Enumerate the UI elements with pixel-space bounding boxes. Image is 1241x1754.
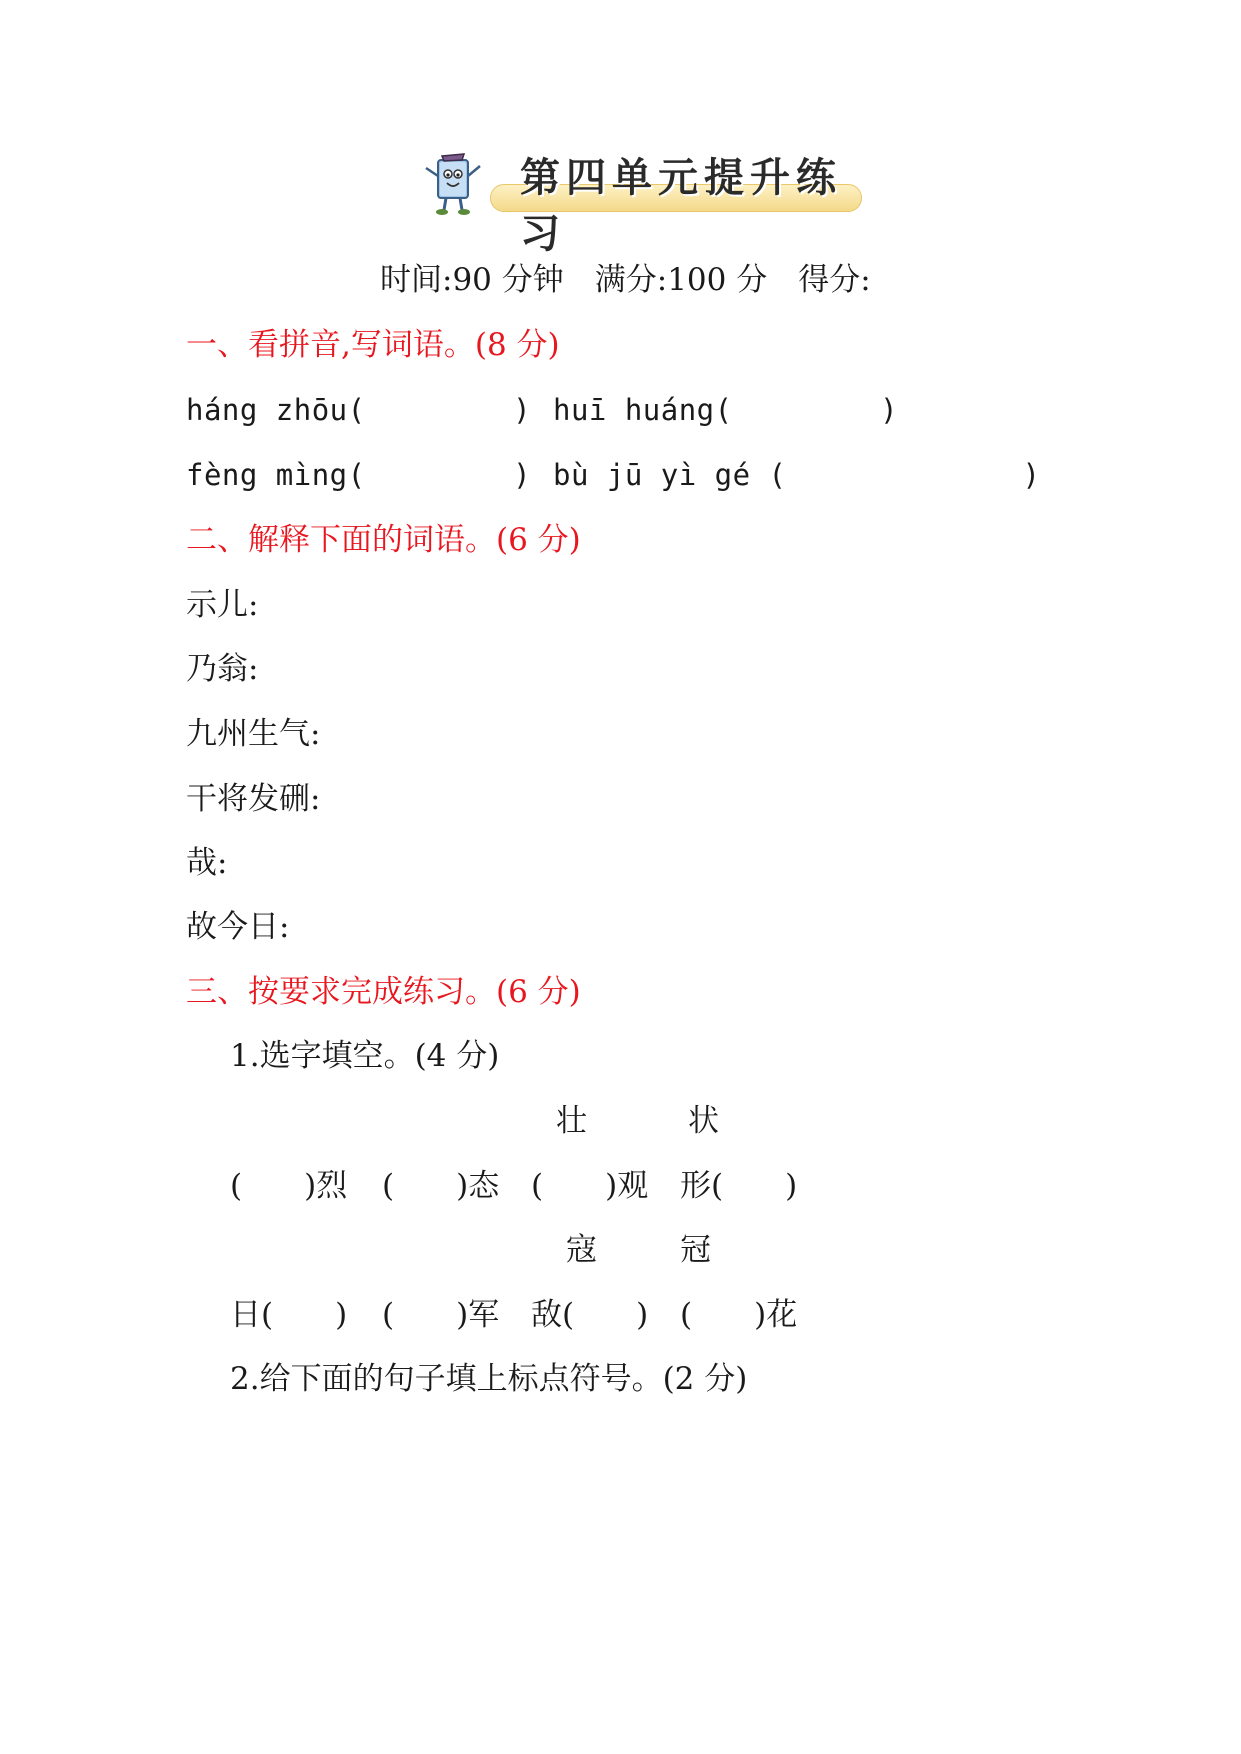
question-2: 2.给下面的句子填上标点符号。(2 分)	[230, 1361, 748, 1397]
choice-char: 寇	[566, 1232, 597, 1268]
choice-char: 壮	[556, 1103, 587, 1139]
exam-meta: 时间:90 分钟 满分:100 分 得分:	[380, 262, 871, 298]
word-item: 九州生气:	[186, 716, 321, 752]
section1-heading: 一、看拼音,写词语。(8 分)	[186, 327, 560, 363]
fill-blank: ( )态	[382, 1168, 500, 1204]
fill-blank: ( )军	[382, 1297, 500, 1333]
choice-char: 状	[688, 1103, 719, 1139]
title-banner	[490, 150, 866, 257]
fill-blank: ( )烈	[230, 1168, 348, 1204]
word-item: 乃翁:	[186, 651, 259, 687]
fill-blank: ( )观	[531, 1168, 649, 1204]
fill-blank: 日( )	[230, 1297, 348, 1333]
word-item: 故今日:	[186, 909, 290, 945]
choice-char: 冠	[680, 1232, 711, 1268]
section2-heading: 二、解释下面的词语。(6 分)	[186, 522, 581, 558]
fill-blank: 形( )	[680, 1168, 798, 1204]
pinyin-item: bù jū yì gé ( )	[553, 458, 1041, 492]
pinyin-item: fèng mìng( )	[186, 458, 532, 492]
question-1: 1.选字填空。(4 分)	[230, 1038, 500, 1074]
page-title: 第四单元提升练习	[520, 154, 842, 257]
word-item: 哉:	[186, 845, 228, 881]
pinyin-item: huī huáng( )	[553, 393, 899, 427]
word-item: 干将发硎:	[186, 781, 321, 817]
word-item: 示儿:	[186, 587, 259, 623]
fill-blank: ( )花	[680, 1297, 798, 1333]
pinyin-item: háng zhōu( )	[186, 393, 532, 427]
fill-blank: 敌( )	[531, 1297, 649, 1333]
book-mascot-icon	[418, 146, 490, 218]
section3-heading: 三、按要求完成练习。(6 分)	[186, 974, 581, 1010]
